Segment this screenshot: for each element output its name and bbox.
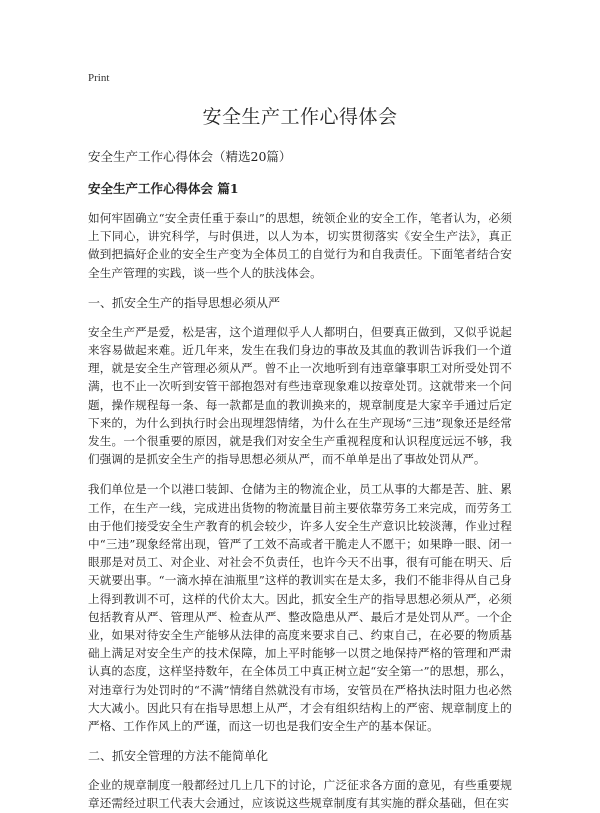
document-title: 安全生产工作心得体会 (202, 106, 398, 128)
body-paragraph-2: 我们单位是一个以港口装卸、仓储为主的物流企业，员工从事的大都是苦、脏、累工作，在生产一线，完成进出货物的物流量目前主要依靠劳务工来完成，而劳务工由于他们接受安全生产教育的机会较少，许多人安全生产意识比较淡薄，作业过程中“三违”现象经常出现，管严了工效不高或者干脆走人不愿干；如果睁一眼、闭一眼那是对员工、对企业、对社会不负责任，也许今天不出事，很有可能在明天、后天就要出事。“一滴水掉在油瓶里”这样的教训实在是太多，我们不能非得从自己身上得到教训不可，这样的代价太大。因此，抓安全生产的指导思想必须从严，必须包括教育从严、管理从严、检查从严、整改隐患从严、最后才是处罚从严。一个企业，如果对待安全生产能够从法律的高度来要求自己、约束自己，在必要的物质基础上满足对安全生产的技术保障，加上平时能够一以贯之地保持严格的管理和严肃认真的态度，这样坚持数年，在全体员工中真正树立起“安全第一”的思想，那么，对违章行为处罚时的“不满”情绪自然就没有市场，安管员在严格执法时阻力也必然大大减小。因此只有在指导思想上从严，才会有组织结构上的严密、规章制度上的严格、工作作风上的严谨，而这一切也是我们安全生产的基本保证。 (88, 482, 512, 734)
section-title: 安全生产工作心得体会 篇1 (88, 181, 239, 196)
body-paragraph-1: 安全生产严是爱，松是害，这个道理似乎人人都明白，但要真正做到，又似乎说起来容易做起来难。近几年来，发生在我们身边的事故及其血的教训告诉我们一个道理，就是安全生产管理必须从严。曾不止一次地听到有违章肇事职工对所受处罚不满，也不止一次听到安管干部抱怨对有些违章现象难以按章处罚。这就带来一个问题，操作规程每一条、每一款都是血的教训换来的，规章制度是大家辛手通过后定下来的，为什么到执行时会出现埋怨情绪，为什么在生产现场“三违”现象还是经常发生。一个很重要的原因，就是我们对安全生产重视程度和认识程度远远不够，我们强调的是抓安全生产的指导思想必须从严，而不单单是出了事故处罚从严。 (88, 324, 512, 467)
body-paragraph-3: 企业的规章制度一般都经过几上几下的讨论，广泛征求各方面的意见，有些重要规章还需经过职工代表大会通过，应该说这些规章制度有其实施的群众基础，但在实 (88, 778, 512, 811)
document-subtitle: 安全生产工作心得体会（精选20篇） (88, 149, 292, 164)
intro-paragraph: 如何牢固确立“安全责任重于泰山”的思想，统领企业的安全工作，笔者认为，必须上下同心，讲究科学，与时俱进，以人为本，切实贯彻落实《安全生产法》，真正做到把搞好企业的安全生产变为全体员工的自觉行为和自我责任。下面笔者结合安全生产管理的实践，谈一些个人的肤浅体会。 (88, 211, 512, 280)
print-link[interactable]: Print (88, 72, 110, 84)
section-heading-2: 二、抓安全管理的方法不能简单化 (88, 749, 269, 764)
section-heading-1: 一、抓安全生产的指导思想必须从严 (88, 295, 281, 310)
